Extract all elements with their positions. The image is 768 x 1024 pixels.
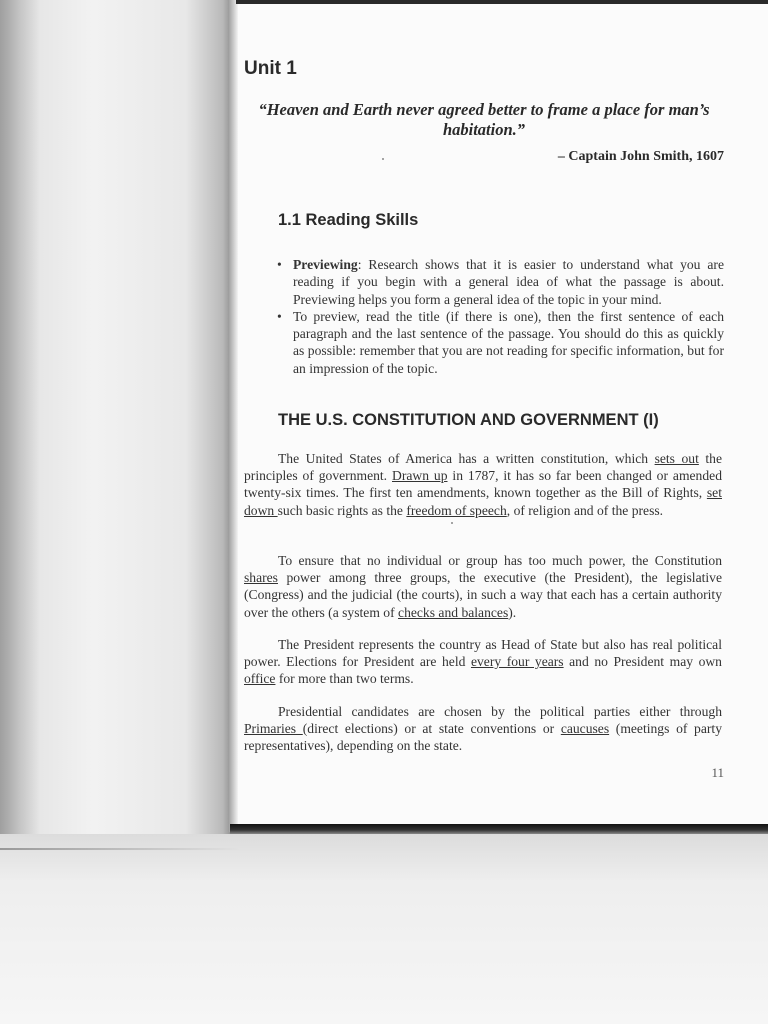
underlined-term: Primaries — [244, 721, 303, 737]
text-run: the principles of government. — [244, 451, 722, 484]
epigraph-attribution: – Captain John Smith, 1607 — [557, 149, 724, 164]
list-item-text: : Research shows that it is easier to understand what you are reading if you begin with a general idea of what the passage is about. Previewing helps you form a general idea of the topic in your mind. — [293, 257, 724, 307]
text-run: and no President may own — [563, 654, 722, 670]
text-run: for more than two terms. — [275, 671, 414, 687]
page-number: 11 — [711, 765, 724, 780]
underlined-term: sets out — [654, 451, 699, 466]
underlined-term: freedom of speech — [406, 502, 507, 518]
text-run: Presidential candidates are chosen by the political parties either through — [278, 704, 722, 719]
text-run: power among three groups, the executive (the President), the legislative (Congress) and the judicial (the courts), in such a way that each has a certain authority over the others (a system of — [244, 570, 722, 620]
paragraph-candidates — [244, 703, 722, 755]
left-page-shadow — [0, 0, 40, 860]
text-run: The President represents the country as Head of State but also has real political power. Elections for President are held — [244, 637, 722, 670]
list-item — [274, 308, 724, 377]
underlined-term: office — [244, 671, 276, 687]
page-bottom-edge — [230, 824, 768, 834]
underlined-term: shares — [244, 570, 278, 586]
term-previewing: Previewing — [293, 257, 358, 272]
paragraph-constitution — [244, 450, 722, 519]
underlined-term: set down — [244, 485, 722, 518]
underlined-term: caucuses — [560, 721, 610, 737]
text-run: , of religion and of the press. — [506, 502, 664, 518]
underlined-term: checks and balances — [398, 604, 509, 620]
underlined-term: Drawn up — [392, 468, 448, 484]
book-gutter — [228, 0, 238, 832]
text-run: such basic rights as the — [277, 502, 407, 518]
text-run: ). — [508, 604, 517, 620]
text-run: in 1787, it has so far been changed or amended twenty-six times. The first ten amendments, known together as the Bill of Rights, — [244, 468, 722, 501]
scan-speck — [451, 522, 453, 524]
text-run: (direct elections) or at state conventions or — [302, 721, 561, 737]
paragraph-president — [244, 636, 722, 688]
reading-skills-list — [274, 256, 724, 377]
epigraph-quote: “Heaven and Earth never agreed better to frame a place for man’s habitation.” — [258, 100, 710, 139]
list-item — [274, 256, 724, 308]
scanner-shadow-line — [0, 848, 240, 850]
list-item-text: To preview, read the title (if there is one), then the first sentence of each paragraph and the last sentence of the passage. You should do this as quickly as possible: remember that you are not reading for specific information, but for an impression of the topic. — [293, 308, 724, 376]
underlined-term: every four years — [470, 654, 564, 670]
unit-title: Unit 1 — [244, 58, 297, 79]
text-run: To ensure that no individual or group has too much power, the Constitution — [278, 553, 722, 568]
text-run: (meetings of party representatives), depending on the state. — [244, 721, 722, 754]
text-run: The United States of America has a written constitution, which — [278, 451, 655, 466]
scan-speck — [382, 158, 384, 160]
bullet-point: • — [277, 257, 282, 272]
paragraph-separation-of-powers — [244, 552, 722, 621]
scanner-bed — [0, 834, 768, 1024]
article-title: THE U.S. CONSTITUTION AND GOVERNMENT (I) — [278, 411, 659, 429]
reading-skills-heading: 1.1 Reading Skills — [278, 211, 419, 229]
bullet-point: • — [277, 308, 282, 324]
page-top-edge — [236, 0, 768, 4]
